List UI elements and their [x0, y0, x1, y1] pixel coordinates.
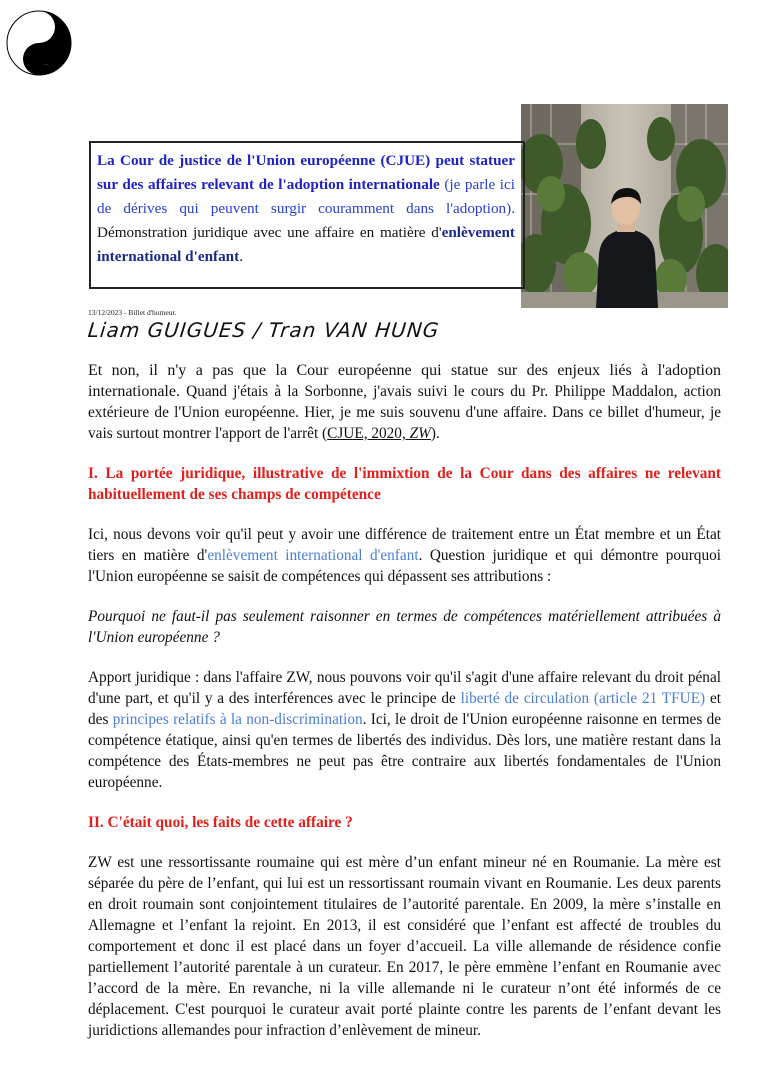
paragraph-1-end: ).	[430, 425, 440, 442]
dateline: 13/12/2023 - Billet d'humeur.	[88, 308, 177, 317]
intro-plain-text: Démonstration juridique avec une affaire en matière d'	[97, 224, 442, 241]
intro-navy-text: enlèvement international d'enfant	[97, 224, 515, 265]
paragraph-1	[88, 360, 721, 444]
yin-yang-icon	[6, 10, 72, 76]
paragraph-4: Apport juridique : dans l'affaire ZW, nous pouvons voir qu'il s'agit d'une affaire relevant du droit pénal d'une part, et qu'il y a des interférences avec le principe de liberté de circulation (article 21 TFUE) et des principes relatifs à la non-discrimination. Ici, le droit de l'Union européenne raisonne en termes de compétence étatique, ainsi qu'en termes de libertés des individus. Dès lors, une matière restant dans la compétence des États-membres ne peut pas être contraire aux libertés fondamentales de l'Union européenne.	[88, 669, 722, 791]
facts-paragraph: ZW est une ressortissante roumaine qui est mère d’un enfant mineur né en Roumanie. La mère est séparée du père de l’enfant, qui lui est un ressortissant roumain vivant en Roumanie. Les deux parents en droit roumain sont conjointement titulaires de l’autorité parentale. En 2009, la mère s’installe en Allemagne et l’enfant la rejoint. En 2013, il est considéré que l’enfant est affecté de troubles du comportement et donc il est placé dans un foyer d’accueil. La ville allemande de résidence confie partiellement l’autorité parentale à un curateur. En 2017, le père emmène l’enfant en Roumanie avec l’accord de la mère. En revanche, ni la ville allemande ni le curateur n’ont été informés de ce déplacement. C'est pourquoi le curateur avait porté plainte contre les parents de l’enfant devant les juridictions allemandes pour infraction d’enlèvement de mineur.	[88, 854, 721, 1039]
logo-text-2: ...	[44, 61, 48, 66]
intro-box	[89, 141, 525, 289]
kidnapping-link[interactable]: enlèvement international d'enfant	[207, 547, 419, 564]
paragraph-1-lead: Et non, il n'y a pas que la Cour européenne qui statue sur des enjeux liés à l'adoption internationale.	[88, 362, 721, 400]
intro-end: .	[239, 248, 243, 265]
intro-light-text: (je parle ici de dérives qui peuvent surgir couramment dans l'adoption).	[97, 176, 515, 217]
section-heading-1: I. La portée juridique, illustrative de l'immixtion de la Cour dans des affaires ne relevant habituellement de ses champs de compétence	[88, 465, 721, 503]
person-photo	[521, 104, 728, 308]
intro-strong-text: La Cour de justice de l'Union européenne (CJUE) peut statuer sur des affaires relevant de l'adoption internationale	[97, 152, 515, 193]
logo-text-1: ...	[33, 44, 37, 49]
non-discrimination-link[interactable]: principes relatifs à la non-discrimination	[112, 711, 363, 728]
case-reference-link[interactable]: CJUE, 2020, ZW	[327, 425, 431, 442]
section-heading-2: II. C'était quoi, les faits de cette affaire ?	[88, 814, 353, 831]
question-paragraph: Pourquoi ne faut-il pas seulement raisonner en termes de compétences matériellement attribuées à l'Union européenne ?	[88, 608, 721, 646]
paragraph-1-text: Quand j'étais à la Sorbonne, j'avais suivi le cours du Pr. Philippe Maddalon, action extérieure de l'Union européenne. Hier, je me suis souvenu d'une affaire. Dans ce billet d'humeur, je vais surtout montrer l'apport de l'arrêt (	[88, 383, 721, 442]
authors-signature: Liam GUIGUES / Tran VAN HUNG	[86, 318, 441, 342]
freedom-of-movement-link[interactable]: liberté de circulation (article 21 TFUE)	[460, 690, 706, 707]
paragraph-2: Ici, nous devons voir qu'il peut y avoir une différence de traitement entre un État membre et un État tiers en matière d'enlèvement international d'enfant. Question juridique et qui démontre pourquoi l'Union européenne se saisit de compétences qui dépassent ses attributions :	[88, 526, 721, 585]
article-body	[88, 360, 721, 1041]
